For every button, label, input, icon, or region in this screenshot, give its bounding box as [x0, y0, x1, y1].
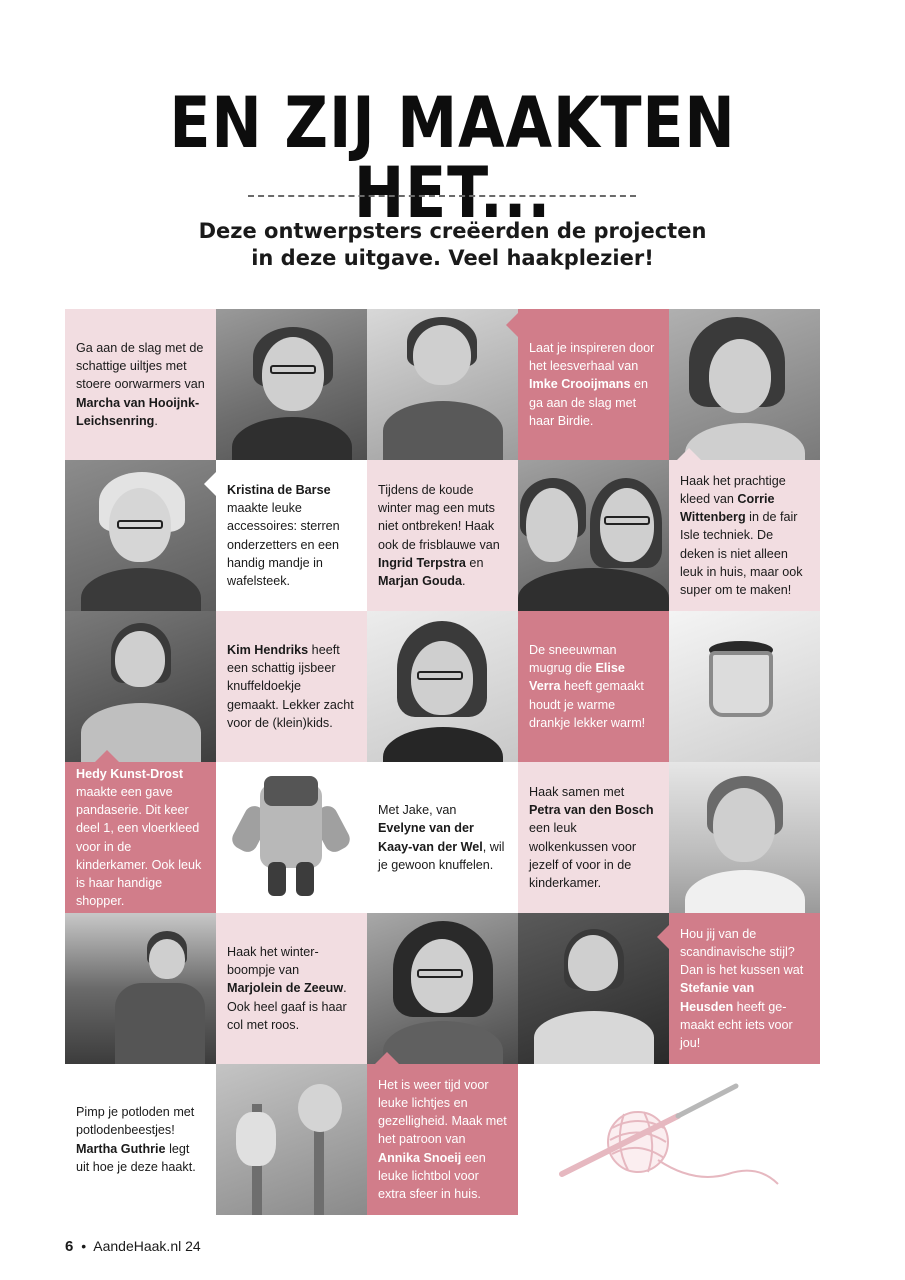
designer-card-marjolein [216, 913, 367, 1064]
card-text: Tijdens de koude winter mag een muts niet ontbreken! Haak ook de frisblauwe van Ingrid Terpstra en Marjan Gouda. [378, 482, 500, 588]
card-text: Kristina de Barse maakte leuke accessoires: sterren onderzetters en een handig mandje in wafelsteek. [227, 482, 340, 588]
designer-card-ingrid-marjan [367, 460, 518, 611]
designer-card-imke [518, 309, 669, 460]
portrait-photo [367, 913, 518, 1064]
card-text: Hedy Kunst-Drost maakte een gave pandaserie. Dit keer deel 1, een vloerkleed voor in de kinderkamer. Ook leuk is haar handige shopper. [76, 766, 202, 909]
designer-card-evelyne [367, 762, 518, 913]
subtitle-line-2: in deze uitgave. Veel haakplezier! [251, 246, 654, 270]
bullet: • [81, 1238, 87, 1254]
designer-card-hedy [65, 762, 216, 913]
pointer-arrow [95, 750, 119, 762]
pointer-arrow [677, 448, 701, 460]
card-text: Hou jij van de scandinavische stijl? Dan is het kussen wat Stefanie van Heusden heeft gemaakt echt iets voor jou! [680, 926, 804, 1050]
card-text: Met Jake, van Evelyne van der Kaay-van der Wel, wil je gewoon knuffelen. [378, 803, 505, 872]
portrait-photo-with-yarn [65, 611, 216, 762]
page-footer [65, 1238, 201, 1255]
page-number: 6 [65, 1238, 74, 1255]
designer-card-martha [65, 1064, 216, 1215]
designer-card-stefanie [669, 913, 820, 1064]
designer-card-kim [216, 611, 367, 762]
card-text: Pimp je potloden met potlodenbeestjes! Martha Guthrie legt uit hoe je deze haakt. [76, 1105, 196, 1174]
card-text: De sneeuwman mugrug die Elise Verra heeft gemaakt houdt je warme drankje lekker warm! [529, 642, 646, 730]
publication-name: AandeHaak.nl 24 [93, 1238, 201, 1254]
designer-card-petra [518, 762, 669, 913]
yarn-ball-illustration [518, 1064, 820, 1215]
pencil-critters-photo [216, 1064, 367, 1215]
card-text: Haak het prachtige kleed van Corrie Wittenberg in de fair Isle techniek. De deken is niet alleen leuk in huis, maar ook super om te maken! [680, 473, 803, 597]
portrait-photo-beach [669, 762, 820, 913]
portrait-photo-with-toys [367, 309, 518, 460]
card-text: Haak het winterboompje van Marjolein de Zeeuw. Ook heel gaaf is haar col met roos. [227, 944, 347, 1032]
garden-photo [65, 913, 216, 1064]
designer-card-kristina [216, 460, 367, 611]
card-text: Haak samen met Petra van den Bosch een leuk wolkenkussen voor jezelf of voor in de kinderkamer. [529, 784, 654, 890]
page-title: EN ZIJ MAAKTEN HET... [169, 82, 736, 234]
dashed-divider [248, 195, 636, 197]
snowman-mug-photo [669, 611, 820, 762]
portrait-photo-indoor [518, 913, 669, 1064]
portrait-photo [669, 309, 820, 460]
card-text: Laat je inspireren door het leesverhaal van Imke Crooijmans en ga aan de slag met haar Birdie. [529, 340, 655, 428]
crochet-bear-photo [216, 762, 367, 913]
portrait-photo [65, 460, 216, 611]
portrait-photo [216, 309, 367, 460]
subtitle-line-1: Deze ontwerpsters creëerden de projecten [198, 219, 707, 243]
pointer-arrow [375, 1052, 399, 1064]
designer-card-marcha [65, 309, 216, 460]
portrait-photo-two-women [518, 460, 669, 611]
pointer-arrow [204, 472, 216, 496]
designer-card-elise [518, 611, 669, 762]
card-text: Ga aan de slag met de schattige uiltjes met stoere oorwarmers van Marcha van Hooijnk-Leichsenring. [76, 340, 205, 428]
designer-card-annika [367, 1064, 518, 1215]
card-text: Kim Hendriks heeft een schattig ijsbeer knuffeldoekje gemaakt. Lekker zacht voor de (klein)kids. [227, 642, 354, 730]
page-subtitle [0, 218, 905, 272]
card-text: Het is weer tijd voor leuke lichtjes en gezelligheid. Maak met het patroon van Annika Snoeij een leuke lichtbol voor extra sfeer in huis. [378, 1077, 507, 1201]
pointer-arrow [657, 925, 669, 949]
designer-card-corrie [669, 460, 820, 611]
pointer-arrow [506, 313, 518, 337]
portrait-photo [367, 611, 518, 762]
designer-grid [65, 309, 821, 1215]
